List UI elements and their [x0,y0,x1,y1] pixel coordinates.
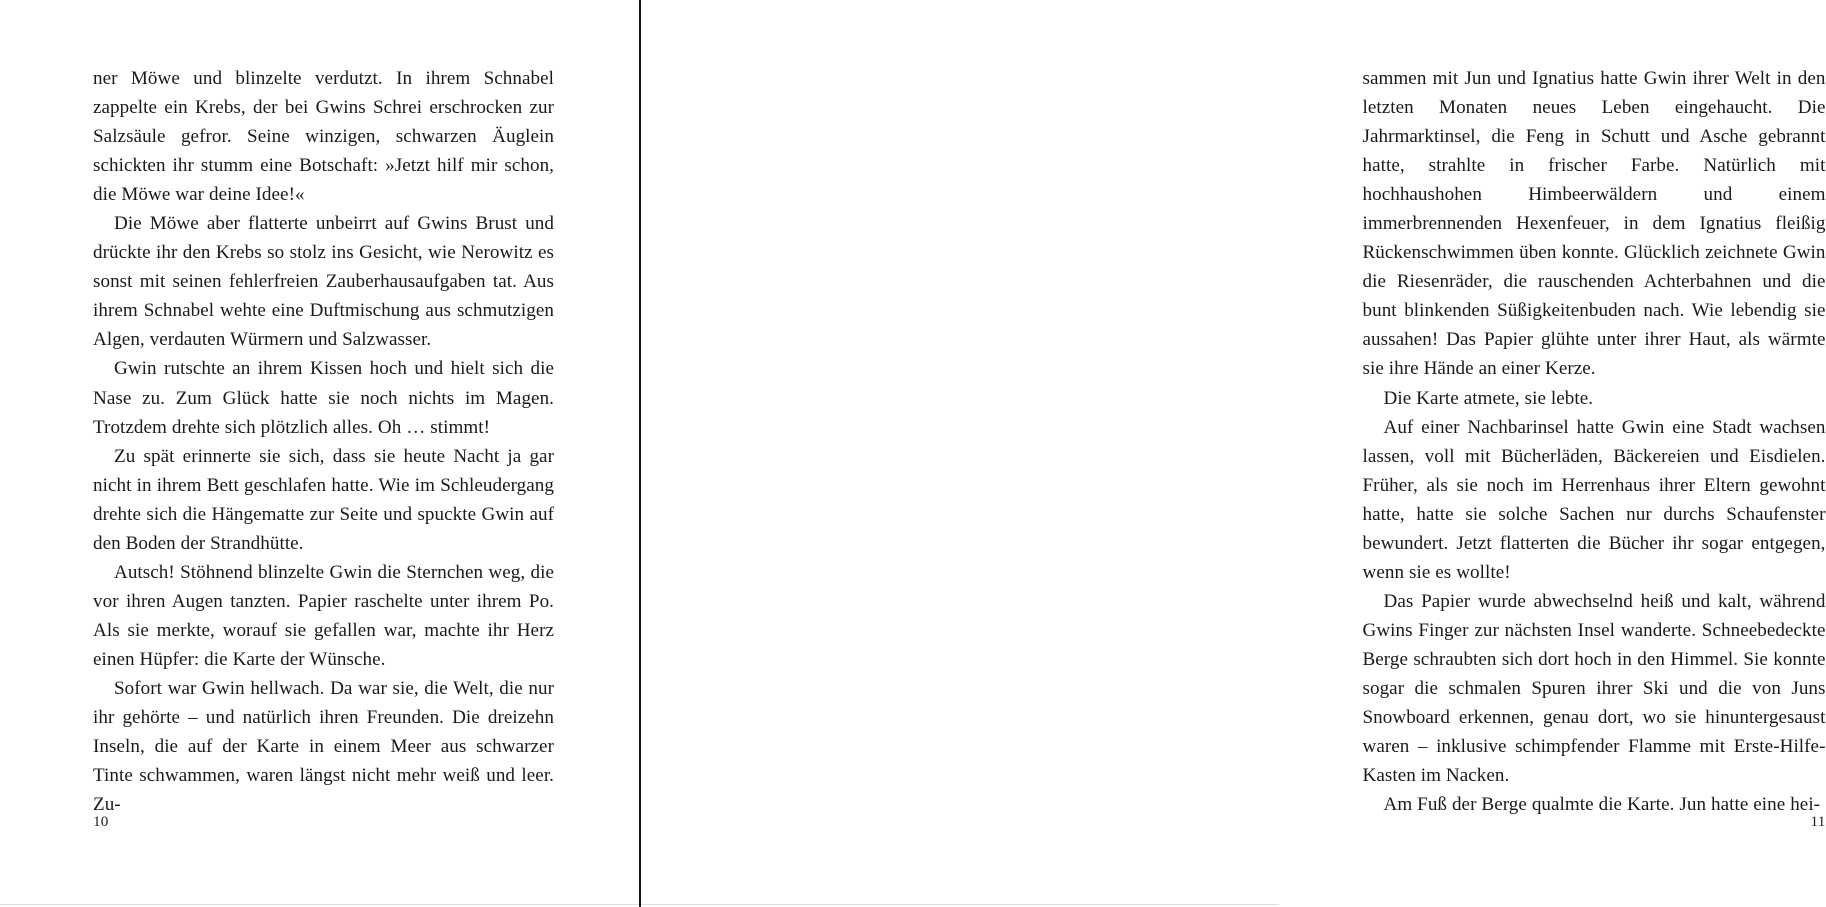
gutter-rule [639,0,641,907]
paragraph: Auf einer Nachbarinsel hatte Gwin eine Stadt wachsen lassen, voll mit Bücherläden, Bäckereien und Eisdielen. Früher, als sie noch im Herrenhaus ihrer Eltern gewohnt hatte, hatte sie solche Sachen nur durchs Schaufenster bewundert. Jetzt flatterten die Bücher ihr sogar entgegen, wenn sie es wollte! [1362,416,1826,583]
body-text-right [1363,64,1826,819]
paragraph: Am Fuß der Berge qualmte die Karte. Jun hatte eine hei- [1383,794,1821,816]
paragraph: ner Möwe und blinzelte verdutzt. In ihrem Schnabel zappelte ein Krebs, der bei Gwins Schrei erschrocken zur Salzsäule gefror. Seine winzigen, schwarzen Äuglein schickten ihr stumm eine Botschaft: »Jetzt hilf mir schon, die Möwe war deine Idee!« [93,68,554,206]
paragraph: Gwin rutschte an ihrem Kissen hoch und hielt sich die Nase zu. Zum Glück hatte sie noch nichts im Magen. Trotzdem drehte sich plötzlich alles. Oh … stimmt! [93,358,554,438]
page-number-left: 10 [93,813,109,830]
paragraph: Die Karte atmete, sie lebte. [1383,387,1594,409]
paragraph: Die Möwe aber flatterte unbeirrt auf Gwins Brust und drückte ihr den Krebs so stolz ins Gesicht, wie Nerowitz es sonst mit seinen fehlerfreien Zauberhausaufgaben tat. Aus ihrem Schnabel wehte eine Duftmischung aus schmutzigen Algen, verdauten Würmern und Salzwasser. [93,213,554,351]
paragraph: Das Papier wurde abwechselnd heiß und kalt, während Gwins Finger zur nächsten Insel wanderte. Schneebedeckte Berge schraubten sich dort hoch in den Himmel. Sie konnte sogar die schmalen Spuren ihrer Ski und die von Juns Snowboard erkennen, genau dort, wo sie hinuntergesaust waren – inklusive schimpfender Flamme mit Erste-Hilfe-Kasten im Nacken. [1362,590,1826,787]
paragraph: sammen mit Jun und Ignatius hatte Gwin ihrer Welt in den letzten Monaten neues Leben eingehaucht. Die Jahrmarktinsel, die Feng in Schutt und Asche gebrannt hatte, strahlte in frischer Farbe. Natürlich mit hochhaushohen Himbeerwäldern und einem immerbrennenden Hexenfeuer, in dem Ignatius fleißig Rückenschwimmen üben konnte. Glücklich zeichnete Gwin die Riesenräder, die rauschenden Achterbahnen und die bunt blinkenden Süßigkeitenbuden nach. Wie lebendig sie aussahen! Das Papier glühte unter ihrer Haut, als wärmte sie ihre Hände an einer Kerze. [1362,68,1826,380]
paragraph: Sofort war Gwin hellwach. Da war sie, die Welt, die nur ihr gehörte – und natürlich ihren Freunden. Die dreizehn Inseln, die auf der Karte in einem Meer aus schwarzer Tinte schwammen, waren längst nicht mehr weiß und leer. Zu- [93,677,554,816]
body-text-left [93,64,554,819]
paragraph: Zu spät erinnerte sie sich, dass sie heute Nacht ja gar nicht in ihrem Bett geschlafen hatte. Wie im Schleudergang drehte sich die Hängematte zur Seite und spuckte Gwin auf den Boden der Strandhütte. [93,445,554,554]
paragraph: Autsch! Stöhnend blinzelte Gwin die Sternchen weg, die vor ihren Augen tanzten. Papier raschelte unter ihrem Po. Als sie merkte, worauf sie gefallen war, machte ihr Herz einen Hüpfer: die Karte der Wünsche. [93,561,554,670]
page-number-right: 11 [1810,813,1826,830]
page-left [0,0,640,907]
page-right [640,0,1826,907]
